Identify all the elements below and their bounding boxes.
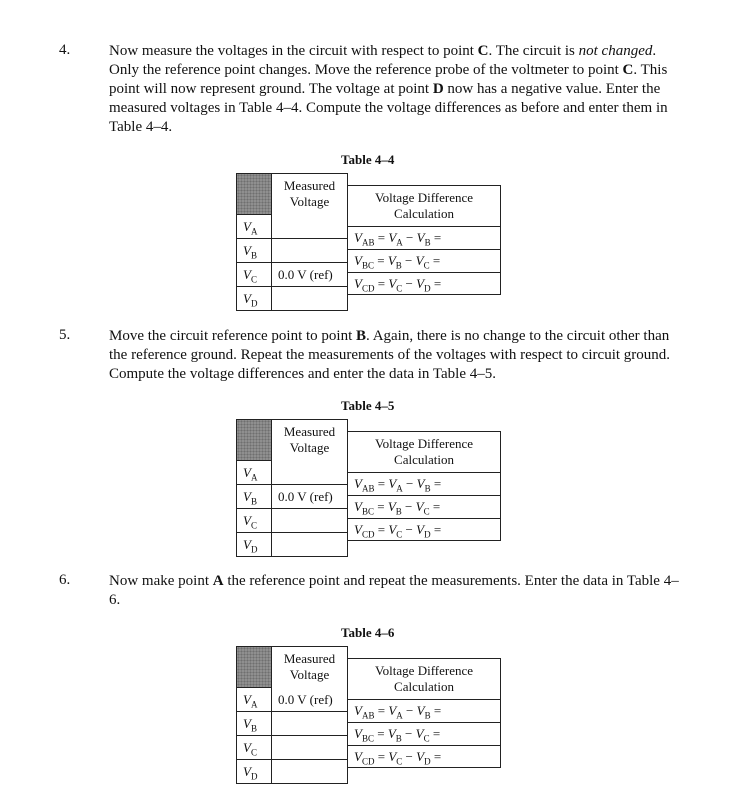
measured-vd [272,760,348,784]
diff-vcd: $V_{CD} = V_C - V_D$ = [348,272,501,295]
row-label-vd: $V_D$ [236,287,272,311]
voltage-difference-header: Voltage Difference Calculation [348,431,501,472]
shaded-corner [236,173,272,215]
row-label-vc: $V_C$ [236,509,272,533]
measured-vb [272,239,348,263]
row-label-va: $V_A$ [236,215,272,239]
row-label-vd: $V_D$ [236,760,272,784]
measured-vc: 0.0 V (ref) [272,263,348,287]
row-label-vb: $V_B$ [236,712,272,736]
table-title: Table 4–5 [341,398,395,413]
voltage-difference-header: Voltage Difference Calculation [348,658,501,699]
measured-vb [272,712,348,736]
measured-va [272,461,348,485]
step-text: Now measure the voltages in the circuit with respect to point C. The circuit is not changed. Only the reference point changes. Move the reference probe of the voltmeter to point C. This point will now represent ground. The voltage at point D now has a negative value. Enter the measured voltages in Table 4–4. Compute the voltage differences as before and enter them in Table 4–4. [109,43,668,135]
measured-vc [272,736,348,760]
diff-vcd: $V_{CD} = V_C - V_D$ = [348,745,501,768]
measured-va: 0.0 V (ref) [272,688,348,712]
diff-vcd: $V_{CD} = V_C - V_D$ = [348,518,501,541]
row-label-va: $V_A$ [236,461,272,485]
shaded-corner [236,419,272,461]
measured-vb: 0.0 V (ref) [272,485,348,509]
row-label-vb: $V_B$ [236,239,272,263]
step-text: Move the circuit reference point to point B. Again, there is no change to the circuit other than the reference ground. Repeat the measurements of the voltages with respect to circuit ground. Compute the voltage differences and enter the data in Table 4–5. [109,328,671,382]
measured-voltage-header: Measured Voltage [272,173,348,215]
measured-vc [272,509,348,533]
step-text: Now make point A the reference point and repeat the measurements. Enter the data in Table 4–6. [109,573,679,608]
diff-vbc: $V_{BC} = V_B - V_C$ = [348,249,501,272]
measured-vd [272,533,348,557]
row-label-vd: $V_D$ [236,533,272,557]
diff-vab: $V_{AB} = V_A - V_B$ = [348,699,501,722]
diff-vbc: $V_{BC} = V_B - V_C$ = [348,722,501,745]
diff-vbc: $V_{BC} = V_B - V_C$ = [348,495,501,518]
table-title: Table 4–4 [341,152,395,167]
measured-vd [272,287,348,311]
voltage-difference-header: Voltage Difference Calculation [348,185,501,226]
diff-vab: $V_{AB} = V_A - V_B$ = [348,472,501,495]
step-number: 5. [59,327,71,343]
diff-vab: $V_{AB} = V_A - V_B$ = [348,226,501,249]
step-number: 4. [59,42,71,58]
measured-voltage-header: Measured Voltage [272,419,348,461]
measured-voltage-header: Measured Voltage [272,646,348,688]
step-number: 6. [59,572,71,588]
row-label-vb: $V_B$ [236,485,272,509]
row-label-vc: $V_C$ [236,263,272,287]
table-title: Table 4–6 [341,625,395,640]
measured-va [272,215,348,239]
row-label-va: $V_A$ [236,688,272,712]
shaded-corner [236,646,272,688]
row-label-vc: $V_C$ [236,736,272,760]
